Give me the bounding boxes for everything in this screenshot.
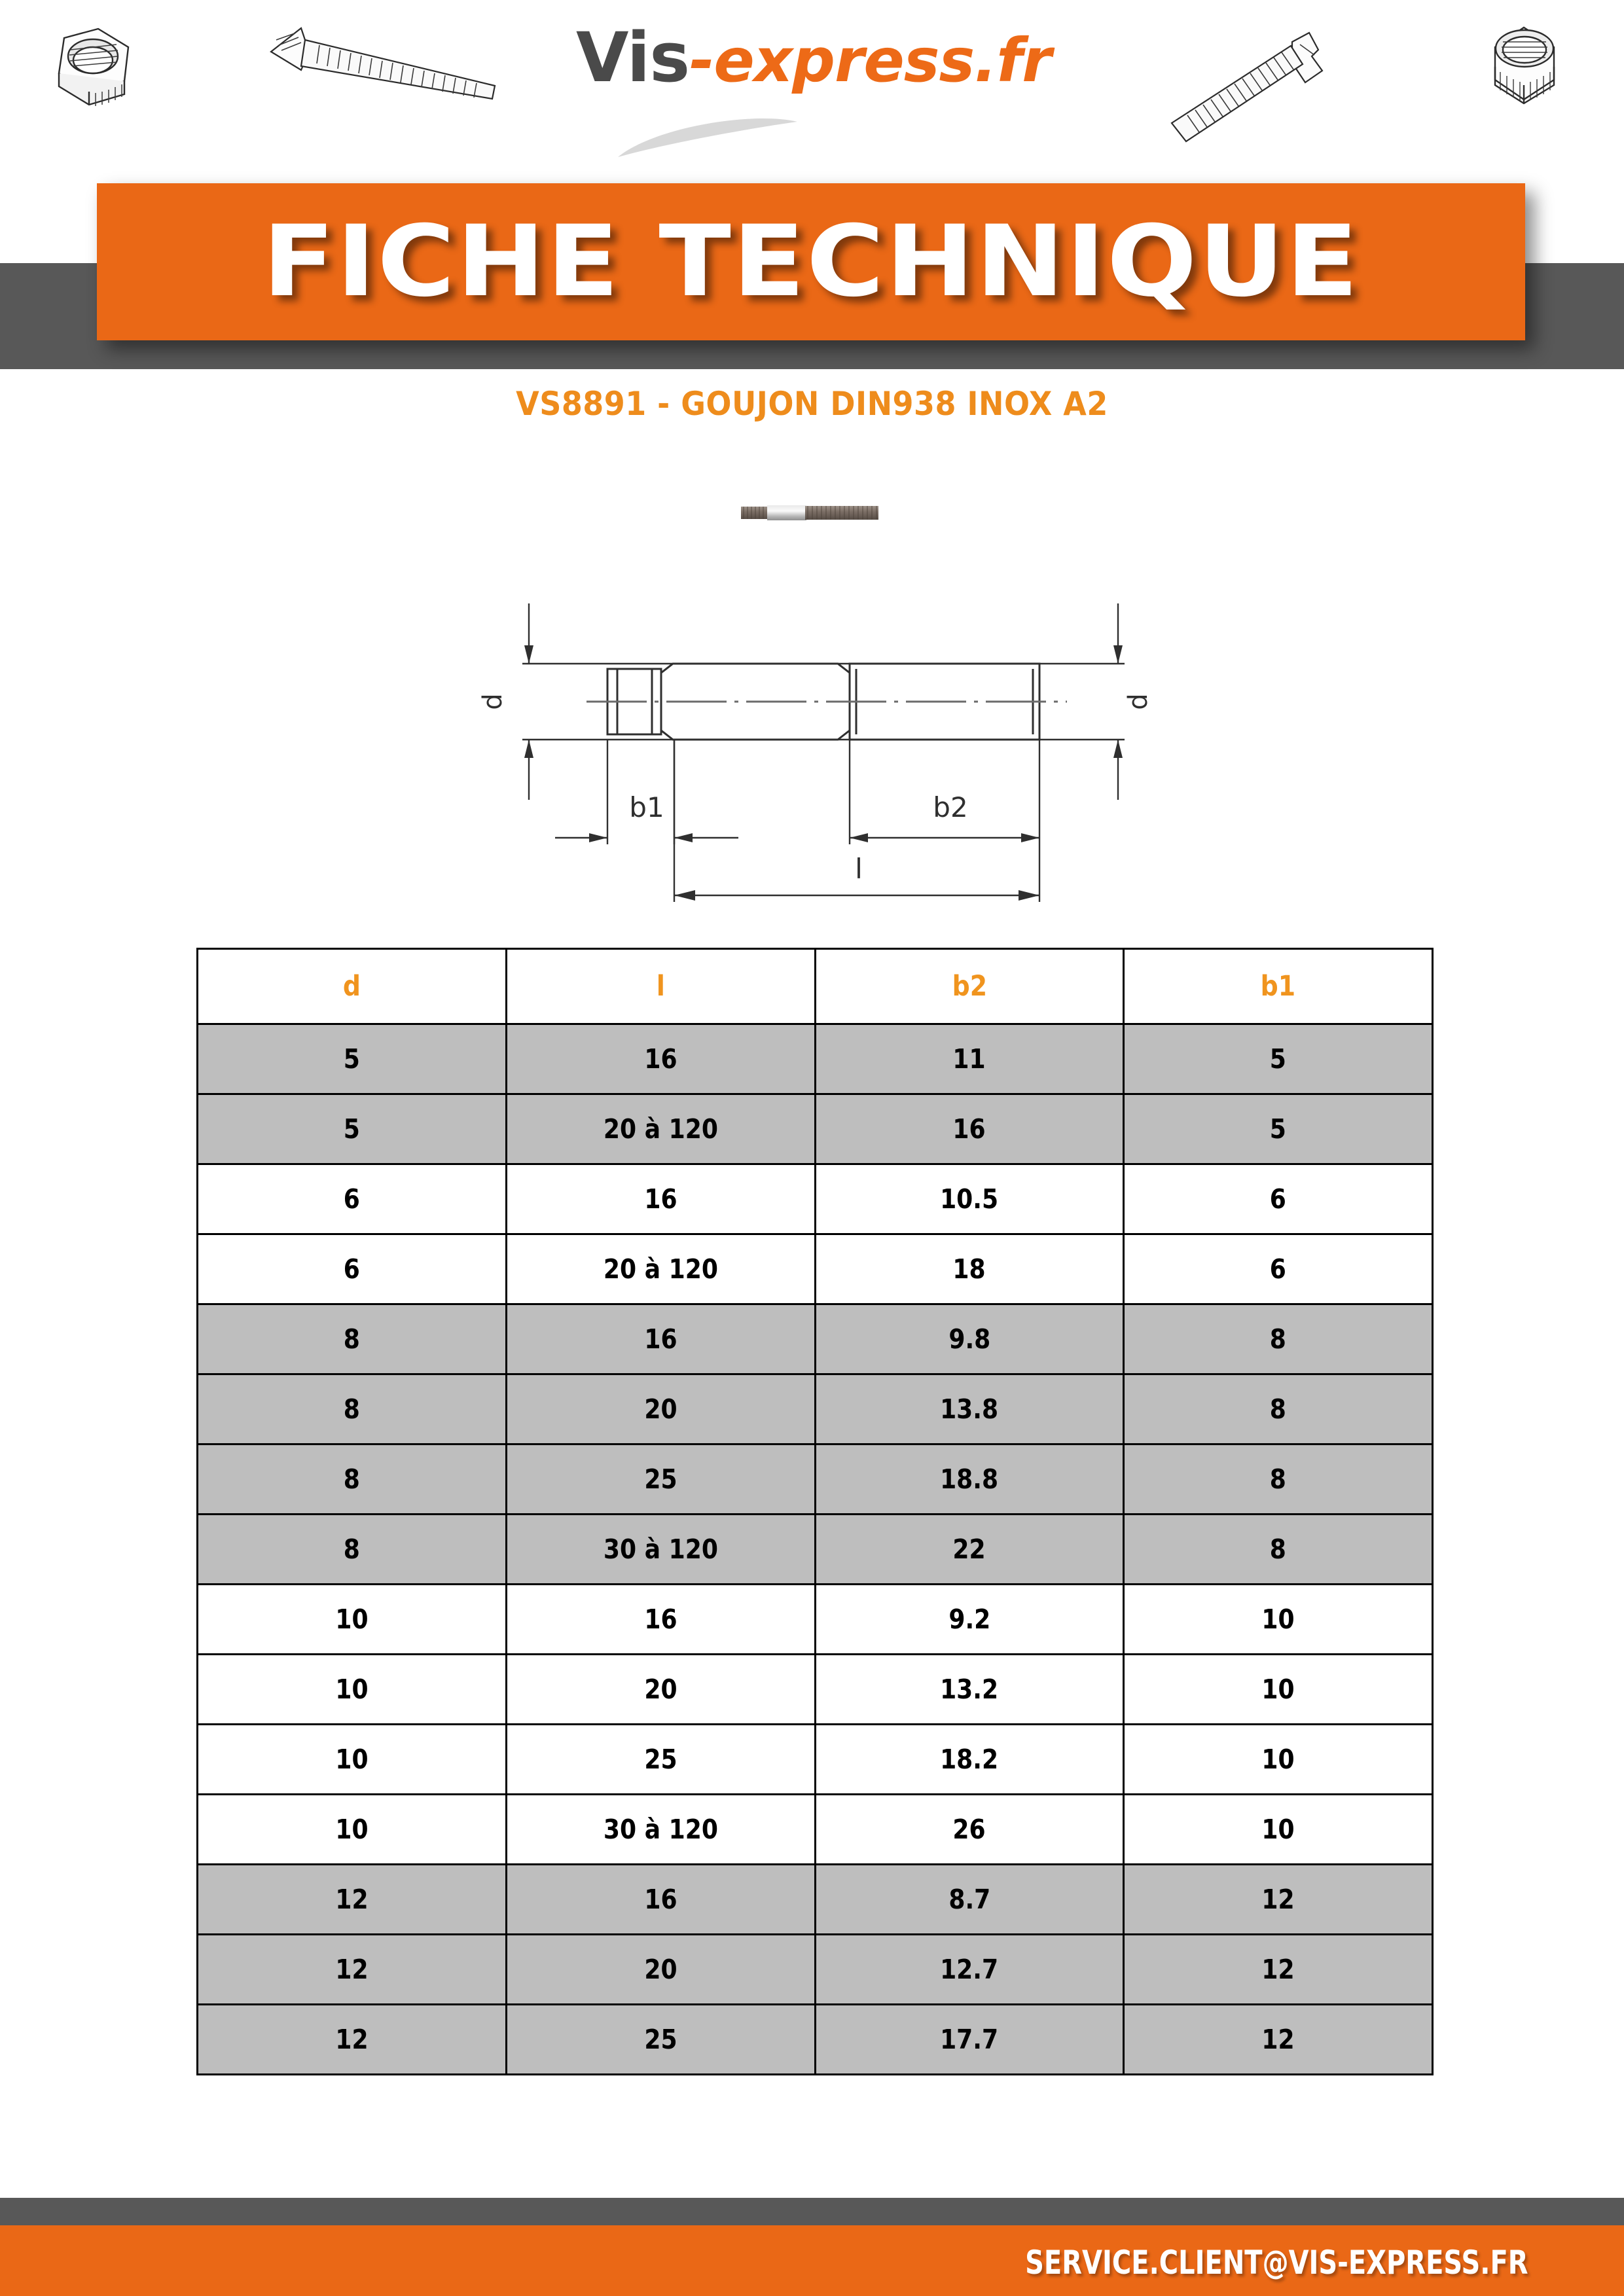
cell-b2: 26 [815, 1795, 1124, 1865]
dim-label-b1: b1 [629, 791, 664, 823]
cell-d: 12 [198, 1935, 507, 2005]
table-row [198, 1094, 1433, 1164]
dim-label-b2: b2 [933, 791, 968, 823]
technical-drawing [458, 576, 1178, 916]
logo-secondary-text: -express.fr [689, 26, 1051, 96]
cell-d: 12 [198, 1865, 507, 1935]
dim-label-l: l [855, 853, 863, 885]
cell-d: 5 [198, 1094, 507, 1164]
cell-d: 10 [198, 1795, 507, 1865]
cell-d: 12 [198, 2005, 507, 2075]
cell-l: 20 à 120 [506, 1094, 815, 1164]
cell-l: 20 [506, 1935, 815, 2005]
table-row [198, 1515, 1433, 1585]
cell-d: 8 [198, 1374, 507, 1444]
cell-b1: 10 [1124, 1655, 1433, 1725]
table-row [198, 1304, 1433, 1374]
wood-screw-icon [262, 23, 504, 115]
title-banner [97, 183, 1525, 340]
cell-b1: 6 [1124, 1164, 1433, 1234]
column-header-l: l [506, 949, 815, 1024]
table-row [198, 1374, 1433, 1444]
cell-l: 16 [506, 1865, 815, 1935]
cell-b2: 16 [815, 1094, 1124, 1164]
cell-d: 10 [198, 1725, 507, 1795]
cell-b2: 9.2 [815, 1585, 1124, 1655]
cell-b1: 8 [1124, 1304, 1433, 1374]
cell-l: 25 [506, 2005, 815, 2075]
cell-l: 20 [506, 1655, 815, 1725]
cell-l: 16 [506, 1024, 815, 1094]
cell-b1: 5 [1124, 1094, 1433, 1164]
table-row [198, 2005, 1433, 2075]
cell-b1: 8 [1124, 1515, 1433, 1585]
cell-l: 30 à 120 [506, 1515, 815, 1585]
footer-gray-band [0, 2198, 1624, 2225]
table-row [198, 1935, 1433, 2005]
cell-d: 10 [198, 1655, 507, 1725]
cell-l: 16 [506, 1164, 815, 1234]
cell-b2: 12.7 [815, 1935, 1124, 2005]
table-body [198, 1024, 1433, 2075]
product-reference: VS8891 - GOUJON DIN938 INOX A2 [516, 385, 1108, 423]
dim-label-d-right: d [1123, 693, 1153, 710]
brand-logo [576, 12, 1051, 162]
cell-d: 8 [198, 1444, 507, 1515]
cell-b2: 13.8 [815, 1374, 1124, 1444]
cell-b1: 5 [1124, 1024, 1433, 1094]
cell-l: 25 [506, 1444, 815, 1515]
cell-b1: 6 [1124, 1234, 1433, 1304]
cell-b1: 10 [1124, 1795, 1433, 1865]
cell-b2: 18 [815, 1234, 1124, 1304]
table-row [198, 1725, 1433, 1795]
table-row [198, 1024, 1433, 1094]
specification-table [196, 948, 1434, 2075]
cell-d: 5 [198, 1024, 507, 1094]
cell-l: 30 à 120 [506, 1795, 815, 1865]
column-header-b1: b1 [1124, 949, 1433, 1024]
cell-b1: 12 [1124, 2005, 1433, 2075]
table-row [198, 1234, 1433, 1304]
logo-swoosh-icon [589, 110, 903, 162]
cell-l: 16 [506, 1304, 815, 1374]
cell-d: 8 [198, 1515, 507, 1585]
cell-d: 8 [198, 1304, 507, 1374]
column-header-b2: b2 [815, 949, 1124, 1024]
column-header-d: d [198, 949, 507, 1024]
contact-email[interactable]: SERVICE.CLIENT@VIS-EXPRESS.FR [1025, 2244, 1528, 2282]
logo-primary-text: Vis [576, 18, 690, 98]
cell-d: 6 [198, 1234, 507, 1304]
cell-b2: 22 [815, 1515, 1124, 1585]
table-row [198, 1585, 1433, 1655]
logo-band [0, 0, 1624, 169]
cell-d: 6 [198, 1164, 507, 1234]
cell-l: 16 [506, 1585, 815, 1655]
cell-b1: 10 [1124, 1725, 1433, 1795]
cell-b2: 8.7 [815, 1865, 1124, 1935]
cell-l: 25 [506, 1725, 815, 1795]
cell-b2: 18.8 [815, 1444, 1124, 1515]
cell-b2: 11 [815, 1024, 1124, 1094]
cell-b2: 17.7 [815, 2005, 1124, 2075]
page-title: FICHE TECHNIQUE [262, 205, 1360, 319]
cell-b1: 12 [1124, 1935, 1433, 2005]
cell-b1: 10 [1124, 1585, 1433, 1655]
cell-b2: 13.2 [815, 1655, 1124, 1725]
cell-l: 20 [506, 1374, 815, 1444]
cell-b1: 12 [1124, 1865, 1433, 1935]
product-photo [736, 499, 890, 526]
table-row [198, 1865, 1433, 1935]
table-row [198, 1444, 1433, 1515]
table-header-row [198, 949, 1433, 1024]
hex-nut-icon [1471, 12, 1576, 117]
table-row [198, 1164, 1433, 1234]
cell-b2: 18.2 [815, 1725, 1124, 1795]
table-row [198, 1655, 1433, 1725]
cell-b2: 10.5 [815, 1164, 1124, 1234]
table-row [198, 1795, 1433, 1865]
cell-b2: 9.8 [815, 1304, 1124, 1374]
cell-l: 20 à 120 [506, 1234, 815, 1304]
dim-label-d-left: d [478, 693, 508, 710]
cell-b1: 8 [1124, 1444, 1433, 1515]
cell-b1: 8 [1124, 1374, 1433, 1444]
hex-nut-icon [33, 13, 144, 111]
cell-d: 10 [198, 1585, 507, 1655]
slotted-bolt-icon [1146, 13, 1362, 157]
